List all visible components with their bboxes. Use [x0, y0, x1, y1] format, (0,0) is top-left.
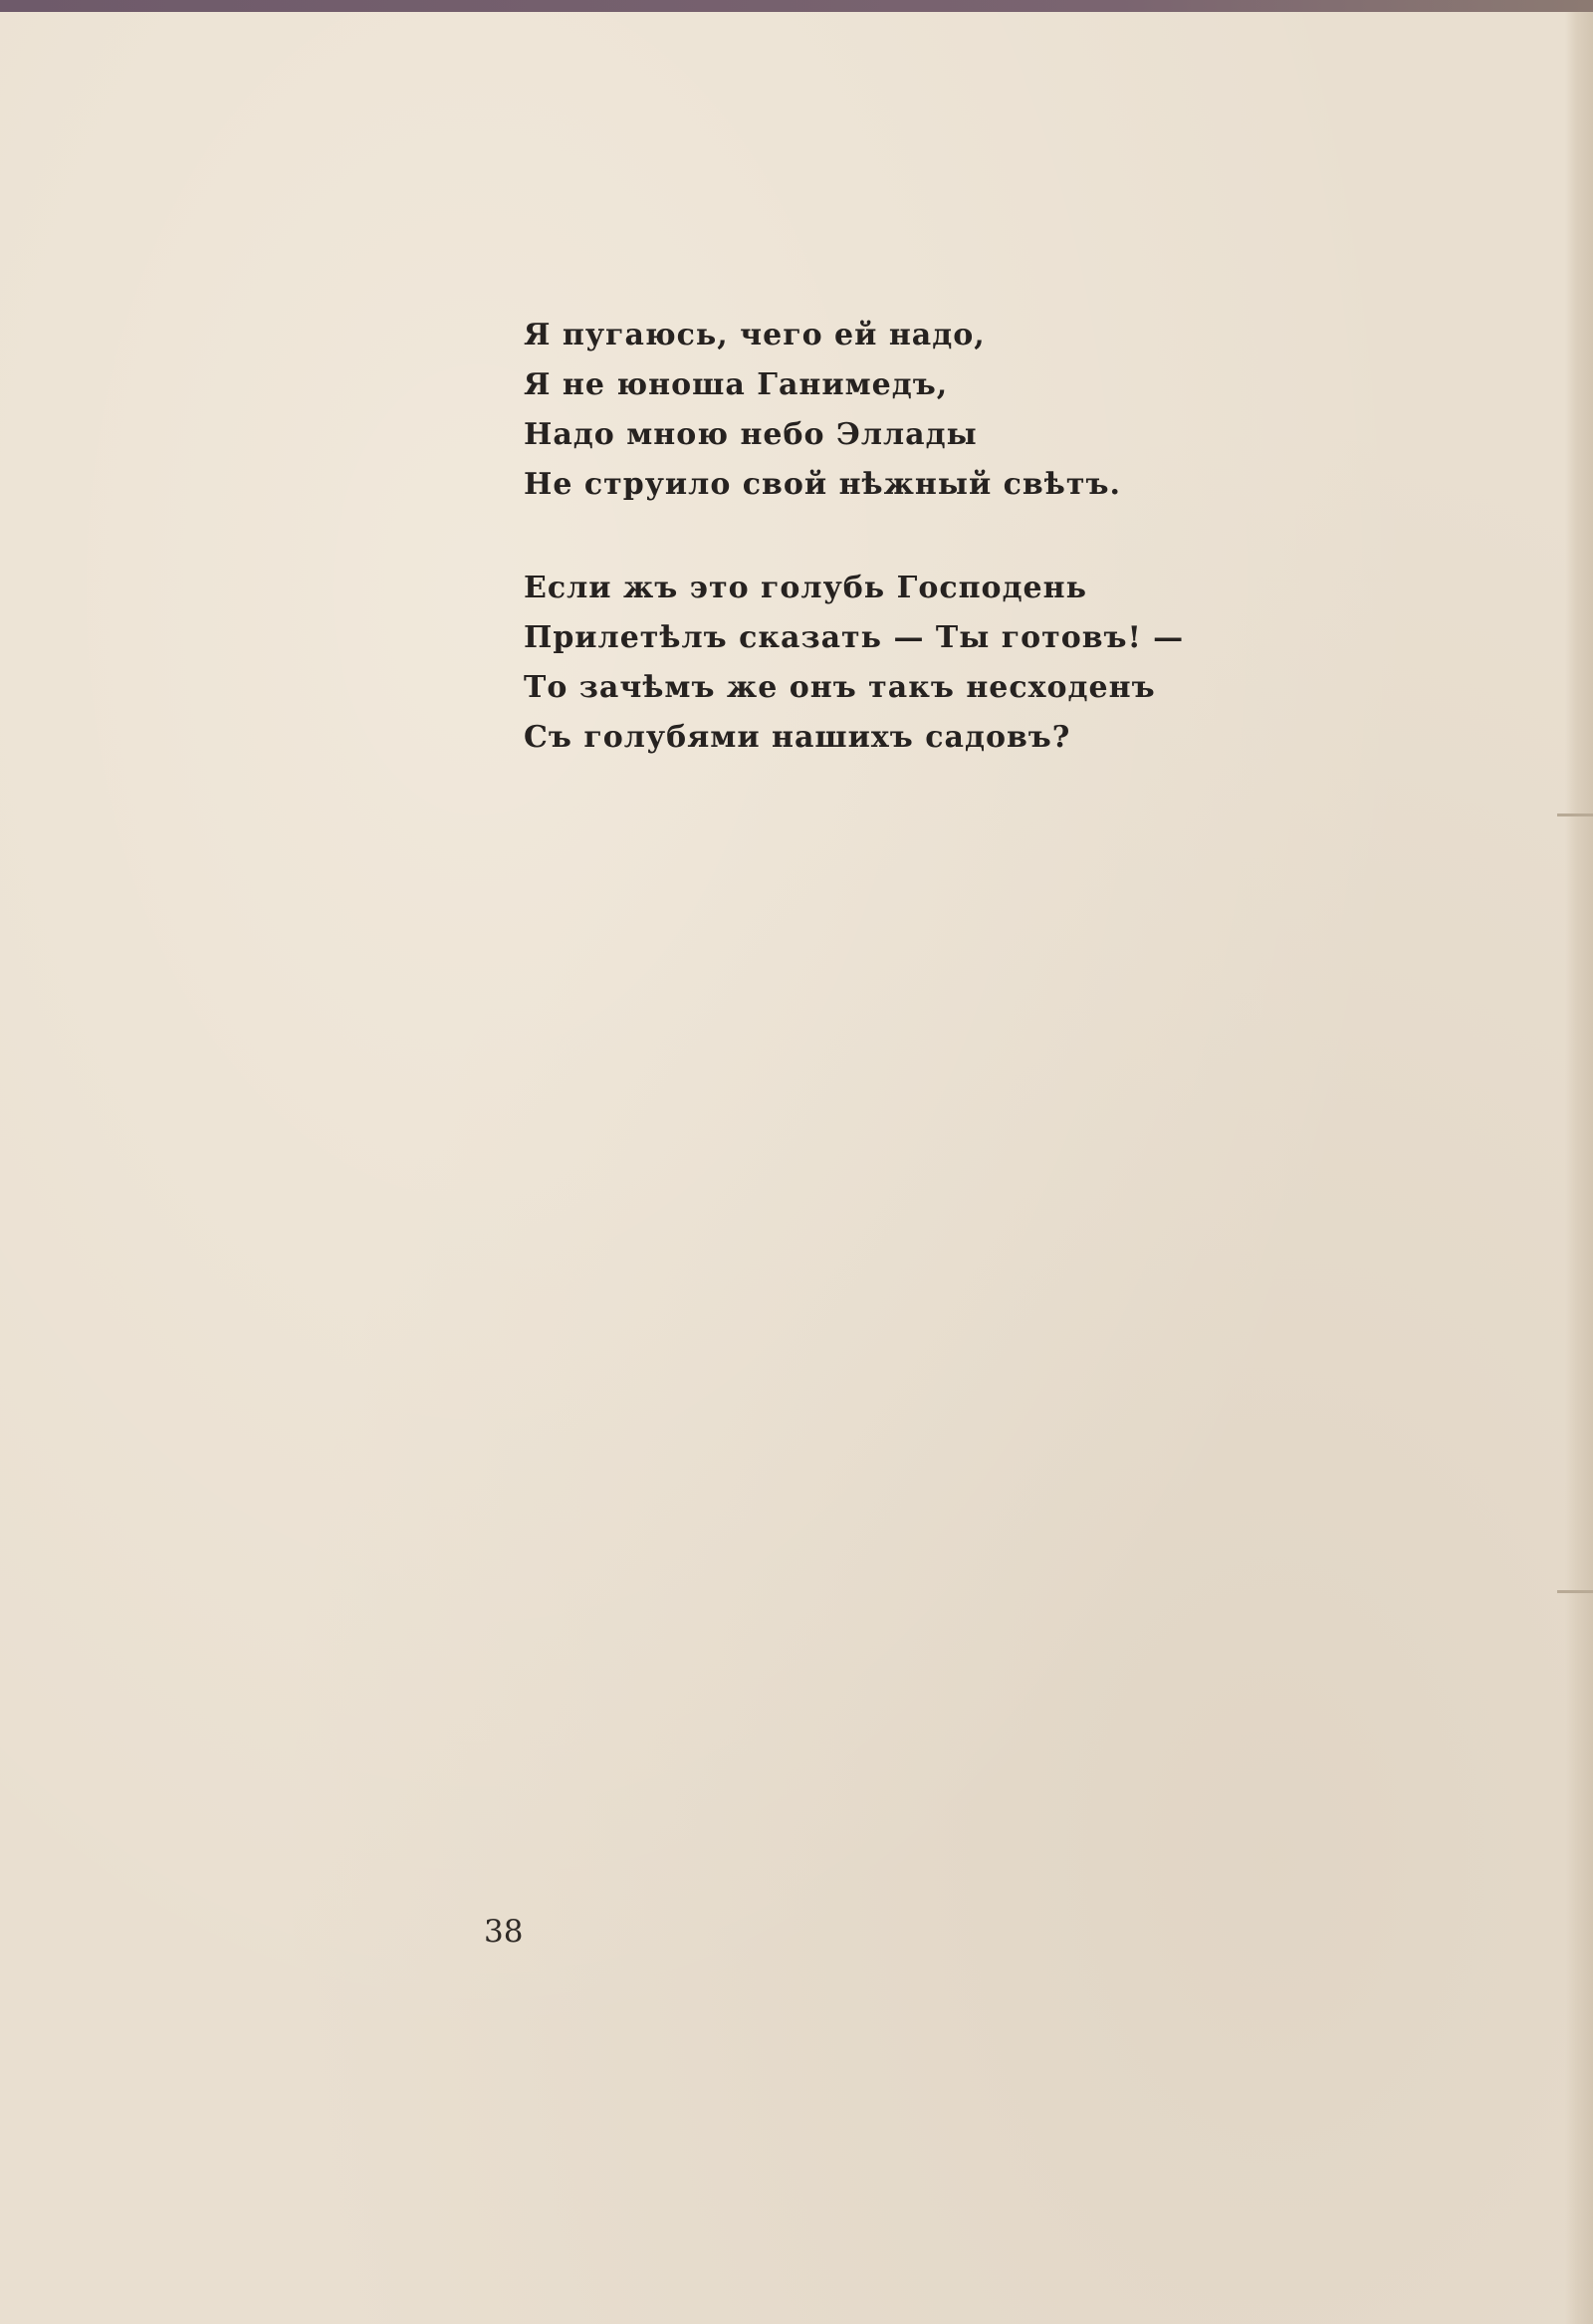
poem-line: Если жъ это голубь Господень [524, 571, 1087, 605]
page-right-edge [1565, 12, 1593, 2324]
poem-line: Я пугаюсь, чего ей надо, [524, 318, 986, 352]
book-page [0, 12, 1593, 2324]
poem-line: Съ голубями нашихъ садовъ? [524, 720, 1071, 755]
poem-line: То зачѣмъ же онъ такъ несходенъ [524, 670, 1156, 705]
edge-notch [1557, 1590, 1593, 1593]
poem [524, 311, 1221, 816]
show-through-from-reverse-page [518, 978, 1215, 1854]
stanza-1 [524, 311, 1221, 510]
page-number: 38 [484, 1914, 524, 1950]
book-cover-edge [0, 0, 1593, 12]
stanza-2 [524, 564, 1221, 763]
poem-line: Надо мною небо Эллады [524, 417, 978, 452]
poem-line: Я не юноша Ганимедъ, [524, 367, 949, 402]
edge-notch [1557, 813, 1593, 816]
poem-line: Прилетѣлъ сказать — Ты готовъ! — [524, 620, 1185, 655]
poem-line: Не струило свой нѣжный свѣтъ. [524, 467, 1121, 502]
